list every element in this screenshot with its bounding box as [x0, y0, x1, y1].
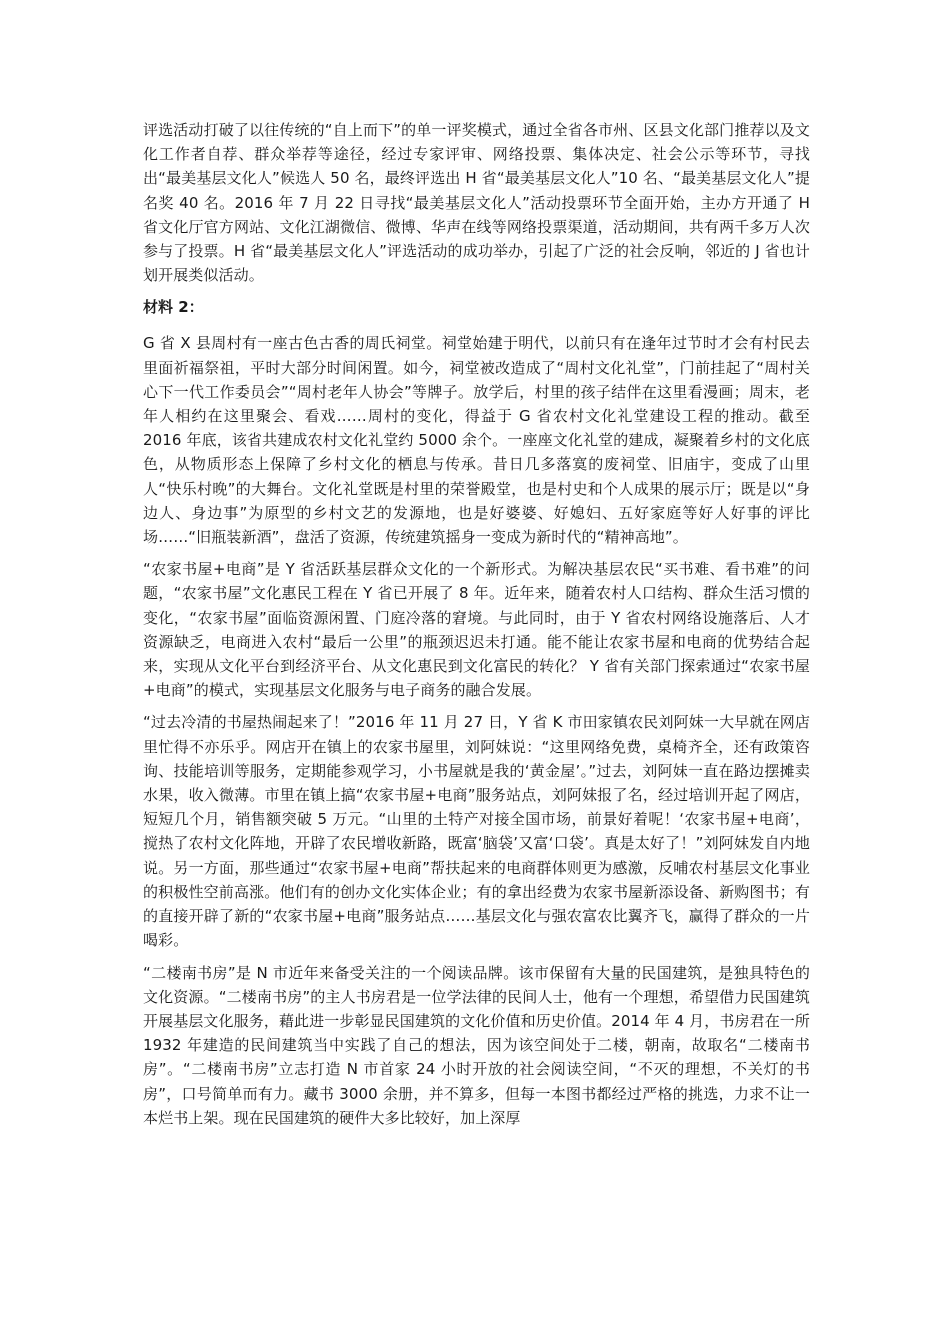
- document-page: [143, 118, 810, 1138]
- paragraph-intro: 评选活动打破了以往传统的“自上而下”的单一评奖模式，通过全省各市州、区县文化部门推荐以及文化工作者自荐、群众举荐等途径，经过专家评审、网络投票、集体决定、社会公示等环节，寻找出“最美基层文化人”候选人 50 名，最终评选出 H 省“最美基层文化人”10 名、“最美基层文化人”提名奖 40 名。2016 年 7 月 22 日寻找“最美基层文化人”活动投票环节全面开始，主办方开通了 H 省文化厅官方网站、文化江湖微信、微博、华声在线等网络投票渠道，活动期间，共有两千多万人次参与了投票。H 省“最美基层文化人”评选活动的成功举办，引起了广泛的社会反响，邻近的 J 省也计划开展类似活动。: [143, 121, 810, 285]
- paragraph-3: “过去冷清的书屋热闹起来了！”2016 年 11 月 27 日，Y 省 K 市田家镇农民刘阿妹一大早就在网店里忙得不亦乐乎。网店开在镇上的农家书屋里，刘阿妹说：“这里网络免费，桌椅齐全，还有政策咨询、技能培训等服务，定期能参观学习，小书屋就是我的‘黄金屋’。”过去，刘阿妹一直在路边摆摊卖水果，收入微薄。市里在镇上搞“农家书屋+电商”服务站点，刘阿妹报了名，经过培训开起了网店，短短几个月，销售额突破 5 万元。“山里的土特产对接全国市场，前景好着呢！‘农家书屋+电商’，搅热了农村文化阵地，开辟了农民增收新路，既富‘脑袋’又富‘口袋’。真是太好了！”刘阿妹发自内地说。另一方面，那些通过“农家书屋+电商”帮扶起来的电商群体则更为感激，反哺农村基层文化事业的积极性空前高涨。他们有的创办文化实体企业；有的拿出经费为农家书屋新添设备、新购图书；有的直接开辟了新的“农家书屋+电商”服务站点……基层文化与强农富农比翼齐飞，赢得了群众的一片喝彩。: [143, 713, 810, 950]
- paragraph-1: G 省 X 县周村有一座古色古香的周氏祠堂。祠堂始建于明代，以前只有在逢年过节时才会有村民去里面祈福祭祖，平时大部分时间闲置。如今，祠堂被改造成了“周村文化礼堂”，门前挂起了“周村关心下一代工作委员会”“周村老年人协会”等牌子。放学后，村里的孩子结伴在这里看漫画；周末，老年人相约在这里聚会、看戏……周村的变化，得益于 G 省农村文化礼堂建设工程的推动。截至 2016 年底，该省共建成农村文化礼堂约 5000 余个。一座座文化礼堂的建成，凝聚着乡村的文化底色，从物质形态上保障了乡村文化的栖息与传承。昔日几多落寞的废祠堂、旧庙宇，变成了山里人“快乐村晚”的大舞台。文化礼堂既是村里的荣誉殿堂，也是村史和个人成果的展示厅；既是以“身边人、身边事”为原型的乡村文艺的发源地，也是好婆婆、好媳妇、五好家庭等好人好事的评比场……“旧瓶装新酒”，盘活了资源，传统建筑摇身一变成为新时代的“精神高地”。: [143, 334, 810, 547]
- section-heading: 材料 2：: [143, 298, 204, 317]
- paragraph-4: “二楼南书房”是 N 市近年来备受关注的一个阅读品牌。该市保留有大量的民国建筑，是独具特色的文化资源。“二楼南书房”的主人书房君是一位学法律的民间人士，他有一个理想，希望借力民国建筑开展基层文化服务，藉此进一步彰显民国建筑的文化价值和历史价值。2014 年 4 月，书房君在一所 1932 年建造的民间建筑当中实践了自己的想法，因为该空间处于二楼，朝南，故取名“二楼南书房”。“二楼南书房”立志打造 N 市首家 24 小时开放的社会阅读空间，“不灭的理想，不关灯的书房”，口号简单而有力。藏书 3000 余册，并不算多，但每一本图书都经过严格的挑选，力求不让一本烂书上架。现在民国建筑的硬件大多比较好，加上深厚: [143, 963, 810, 1127]
- paragraph-2: “农家书屋+电商”是 Y 省活跃基层群众文化的一个新形式。为解决基层农民“买书难、看书难”的问题，“农家书屋”文化惠民工程在 Y 省已开展了 8 年。近年来，随着农村人口结构、群众生活习惯的变化，“农家书屋”面临资源闲置、门庭冷落的窘境。与此同时，由于 Y 省农村网络设施落后、人才资源缺乏，电商进入农村“最后一公里”的瓶颈迟迟未打通。能不能让农家书屋和电商的优势结合起来，实现从文化平台到经济平台、从文化惠民到文化富民的转化？ Y 省有关部门探索通过“农家书屋+电商”的模式，实现基层文化服务与电子商务的融合发展。: [143, 560, 810, 700]
